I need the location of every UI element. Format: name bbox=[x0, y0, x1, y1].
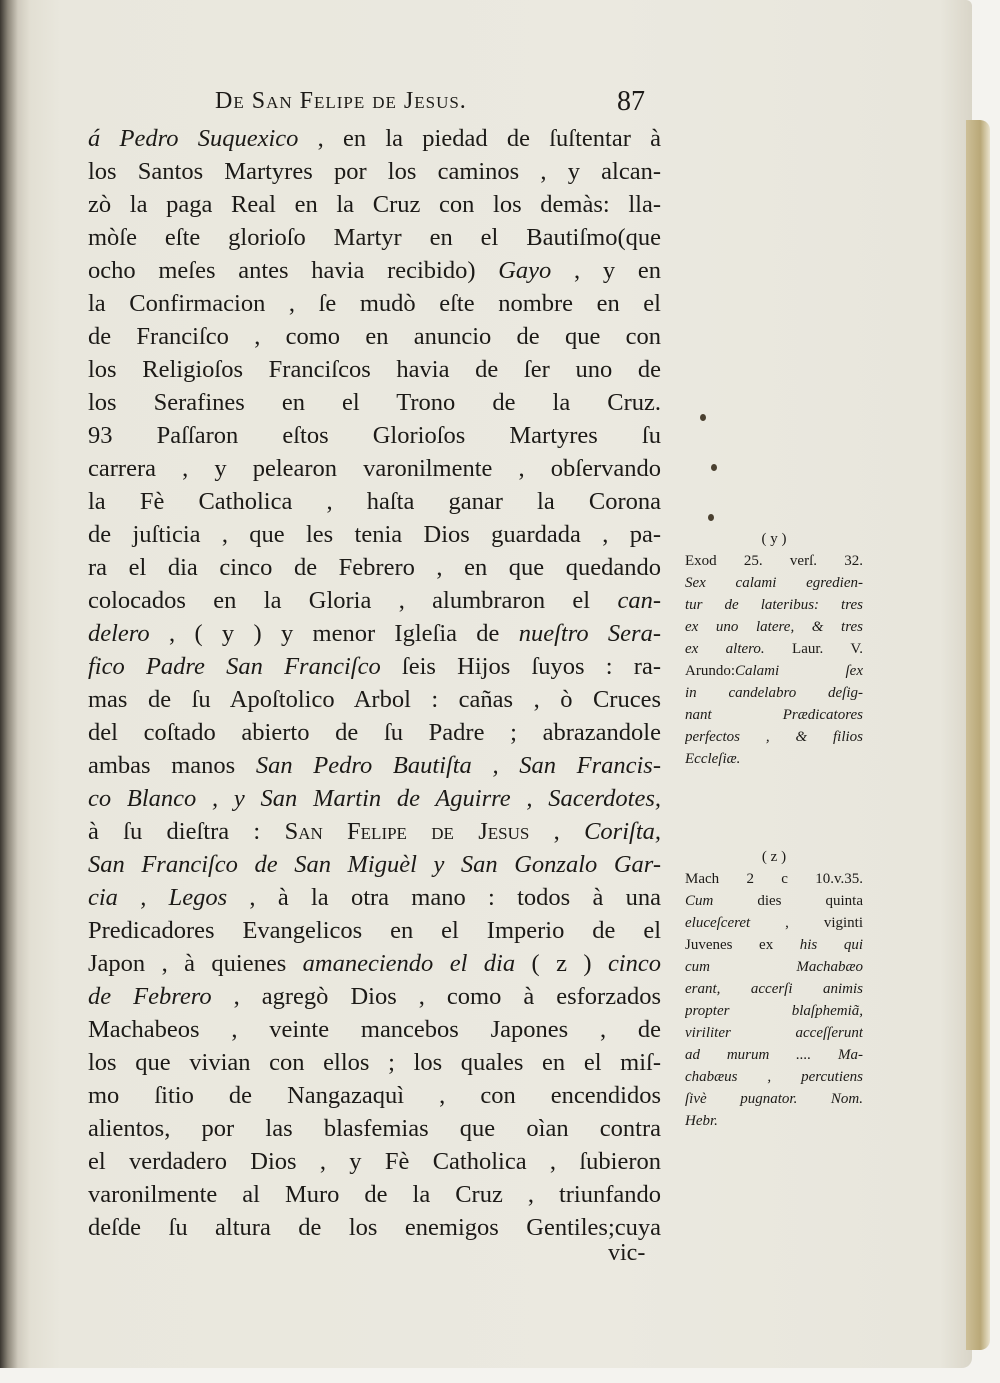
italic-text: San Pedro Bautiſta , San Francis- bbox=[255, 752, 661, 779]
text-line bbox=[88, 683, 661, 716]
text-line bbox=[88, 485, 661, 518]
italic-text: cia , Legos bbox=[88, 884, 228, 911]
italic-text: eluceſceret bbox=[685, 915, 751, 931]
italic-text: propter blaſphemiã, bbox=[685, 1003, 863, 1019]
italic-text: viriliter acceſſerunt bbox=[685, 1025, 863, 1041]
text-segment: ſeis Hijos ſuyos : ra- bbox=[380, 653, 661, 680]
italic-text: Sex calami egredien- bbox=[685, 575, 863, 591]
text-line bbox=[88, 1178, 661, 1211]
italic-text: ex altero. bbox=[685, 641, 765, 657]
italic-text: delero bbox=[88, 620, 150, 647]
text-segment: de Franciſco , como en anuncio de que con bbox=[88, 323, 661, 350]
text-line bbox=[88, 122, 661, 155]
text-segment: varonilmente al Muro de la Cruz , triunfando bbox=[88, 1181, 661, 1208]
text-line bbox=[88, 287, 661, 320]
text-line bbox=[88, 848, 661, 881]
italic-text: Calami ſex bbox=[735, 663, 863, 679]
ink-speck bbox=[711, 464, 717, 471]
italic-text: chabæus , percutiens bbox=[685, 1069, 863, 1085]
text-segment: de juſticia , que les tenia Dios guardada , pa- bbox=[88, 521, 661, 548]
text-segment: los Serafines en el Trono de la Cruz. bbox=[88, 389, 661, 416]
text-line bbox=[88, 1079, 661, 1112]
note-line bbox=[685, 890, 863, 912]
note-marker: ( y ) bbox=[761, 531, 787, 547]
italic-text: his qui bbox=[799, 937, 863, 953]
text-line bbox=[88, 749, 661, 782]
text-segment: carrera , y pelearon varonilmente , obſervando bbox=[88, 455, 661, 482]
text-line bbox=[88, 320, 661, 353]
note-line bbox=[685, 1044, 863, 1066]
note-line bbox=[685, 934, 863, 956]
italic-text: in candelabro deſig- bbox=[685, 685, 863, 701]
text-line bbox=[88, 155, 661, 188]
text-line bbox=[88, 551, 661, 584]
text-line bbox=[88, 1112, 661, 1145]
italic-text: erant, accerſi animis bbox=[685, 981, 863, 997]
text-segment: alientos, por las blasfemias que oìan contra bbox=[88, 1115, 661, 1142]
marginal-note-z bbox=[685, 846, 863, 1132]
page-header bbox=[215, 86, 645, 120]
catchword: vic- bbox=[608, 1240, 646, 1266]
italic-text: Gayo bbox=[498, 257, 552, 284]
note-line bbox=[685, 1000, 863, 1022]
italic-text: ſivè pugnator. Nom. bbox=[685, 1091, 863, 1107]
note-line bbox=[685, 704, 863, 726]
marginal-note-y bbox=[685, 528, 863, 770]
text-line bbox=[88, 782, 661, 815]
text-line bbox=[88, 419, 661, 452]
text-segment: los Religioſos Franciſcos havia de ſer uno de bbox=[88, 356, 661, 383]
text-line bbox=[88, 1145, 661, 1178]
text-segment: dies quinta bbox=[713, 893, 863, 909]
text-line bbox=[88, 1013, 661, 1046]
italic-text: de Febrero bbox=[88, 983, 212, 1010]
text-segment: mo ſitio de Nangazaquì , con encendidos bbox=[88, 1082, 661, 1109]
text-line bbox=[88, 188, 661, 221]
text-line bbox=[88, 254, 661, 287]
text-segment: Exod 25. verſ. 32. bbox=[685, 553, 863, 569]
note-line bbox=[685, 726, 863, 748]
text-segment: Japon , à quienes bbox=[88, 950, 303, 977]
text-segment: , à la otra mano : todos à una bbox=[227, 884, 661, 911]
text-segment: la Fè Catholica , haſta ganar la Corona bbox=[88, 488, 661, 515]
text-segment: mas de ſu Apoſtolico Arbol : cañas , ò Cruces bbox=[88, 686, 661, 713]
note-line bbox=[685, 660, 863, 682]
text-segment: San Felipe de Jesus bbox=[284, 818, 530, 845]
text-line bbox=[88, 815, 661, 848]
italic-text: perfectos , & filios bbox=[685, 729, 863, 745]
text-segment: los que vivian con ellos ; los quales en el miſ- bbox=[88, 1049, 661, 1076]
note-line bbox=[685, 594, 863, 616]
text-segment: los Santos Martyres por los caminos , y alcan- bbox=[88, 158, 661, 185]
italic-text: can- bbox=[617, 587, 661, 614]
text-segment: zò la paga Real en la Cruz con los demàs: lla- bbox=[88, 191, 661, 218]
italic-text: cum Machabæo bbox=[685, 959, 863, 975]
text-segment: Mach 2 c 10.v.35. bbox=[685, 871, 863, 887]
main-text bbox=[88, 122, 661, 1244]
text-line bbox=[88, 1046, 661, 1079]
text-line bbox=[88, 716, 661, 749]
text-segment: del coſtado abierto de ſu Padre ; abrazandole bbox=[88, 719, 661, 746]
text-segment: , bbox=[529, 818, 585, 845]
note-marker: ( z ) bbox=[761, 849, 787, 865]
text-segment: , y en bbox=[551, 257, 661, 284]
italic-text: fico Padre San Franciſco bbox=[88, 653, 381, 680]
italic-text: ex uno latere, & tres bbox=[685, 619, 863, 635]
italic-text: amaneciendo el dia bbox=[302, 950, 516, 977]
note-line bbox=[685, 748, 863, 770]
note-line bbox=[685, 1066, 863, 1088]
text-segment: Juvenes ex bbox=[685, 937, 800, 953]
page-number: 87 bbox=[617, 86, 645, 117]
italic-text: co Blanco , y San Martin de Aguirre , Sacerdotes, bbox=[88, 785, 661, 812]
text-segment: ra el dia cinco de Febrero , en que quedando bbox=[88, 554, 661, 581]
text-segment: ocho meſes antes havia recibido) bbox=[88, 257, 499, 284]
text-line bbox=[88, 617, 661, 650]
italic-text: Eccleſiæ. bbox=[685, 751, 741, 767]
text-line bbox=[88, 584, 661, 617]
text-line bbox=[88, 914, 661, 947]
text-segment: à ſu dieſtra : bbox=[88, 818, 285, 845]
text-line bbox=[88, 221, 661, 254]
note-line bbox=[685, 1022, 863, 1044]
note-line bbox=[685, 1110, 863, 1132]
text-line bbox=[88, 1211, 661, 1244]
note-line bbox=[685, 550, 863, 572]
note-line bbox=[685, 978, 863, 1000]
text-line bbox=[88, 650, 661, 683]
text-segment: Machabeos , veinte mancebos Japones , de bbox=[88, 1016, 661, 1043]
page-edges bbox=[966, 120, 990, 1350]
text-line bbox=[88, 386, 661, 419]
italic-text: ad murum .... Ma- bbox=[685, 1047, 863, 1063]
text-segment: Laur. V. bbox=[764, 641, 863, 657]
text-segment: ambas manos bbox=[88, 752, 256, 779]
italic-text: Coriſta, bbox=[584, 818, 661, 845]
italic-text: á Pedro Suquexico bbox=[88, 125, 299, 152]
ink-speck bbox=[708, 514, 714, 521]
italic-text: tur de lateribus: tres bbox=[685, 597, 863, 613]
text-segment: , ( y ) y menor Igleſia de bbox=[149, 620, 519, 647]
text-segment: , viginti bbox=[750, 915, 863, 931]
italic-text: nant Prædicatores bbox=[685, 707, 863, 723]
text-segment: ( z ) bbox=[515, 950, 608, 977]
running-title: De San Felipe de Jesus. bbox=[215, 88, 467, 114]
italic-text: Hebr. bbox=[685, 1113, 718, 1129]
text-segment: Predicadores Evangelicos en el Imperio de el bbox=[88, 917, 661, 944]
text-segment: la Confirmacion , ſe mudò eſte nombre en el bbox=[88, 290, 661, 317]
note-line bbox=[685, 616, 863, 638]
note-line bbox=[685, 682, 863, 704]
note-line bbox=[685, 912, 863, 934]
italic-text: Cum bbox=[685, 893, 714, 909]
text-line bbox=[88, 452, 661, 485]
text-segment: , en la piedad de ſuſtentar à bbox=[298, 125, 661, 152]
text-line bbox=[88, 881, 661, 914]
note-line bbox=[685, 638, 863, 660]
note-line bbox=[685, 572, 863, 594]
text-line bbox=[88, 353, 661, 386]
note-line bbox=[685, 868, 863, 890]
text-segment: el verdadero Dios , y Fè Catholica , ſubieron bbox=[88, 1148, 661, 1175]
italic-text: San Franciſco de San Miguèl y San Gonzalo Gar- bbox=[88, 851, 661, 878]
text-segment: , agregò Dios , como à esforzados bbox=[211, 983, 661, 1010]
italic-text: cinco bbox=[607, 950, 661, 977]
ink-speck bbox=[700, 414, 706, 421]
text-line bbox=[88, 980, 661, 1013]
note-line bbox=[685, 956, 863, 978]
text-segment: 93 Paſſaron eſtos Glorioſos Martyres ſu bbox=[88, 422, 661, 449]
text-line bbox=[88, 947, 661, 980]
note-line bbox=[685, 1088, 863, 1110]
italic-text: nueſtro Sera- bbox=[518, 620, 661, 647]
text-segment: deſde ſu altura de los enemigos Gentiles;cuya bbox=[88, 1214, 661, 1241]
text-segment: mòſe eſte glorioſo Martyr en el Bautiſmo(que bbox=[88, 224, 661, 251]
text-line bbox=[88, 518, 661, 551]
text-segment: Arundo: bbox=[685, 663, 735, 679]
text-segment: colocados en la Gloria , alumbraron el bbox=[88, 587, 618, 614]
